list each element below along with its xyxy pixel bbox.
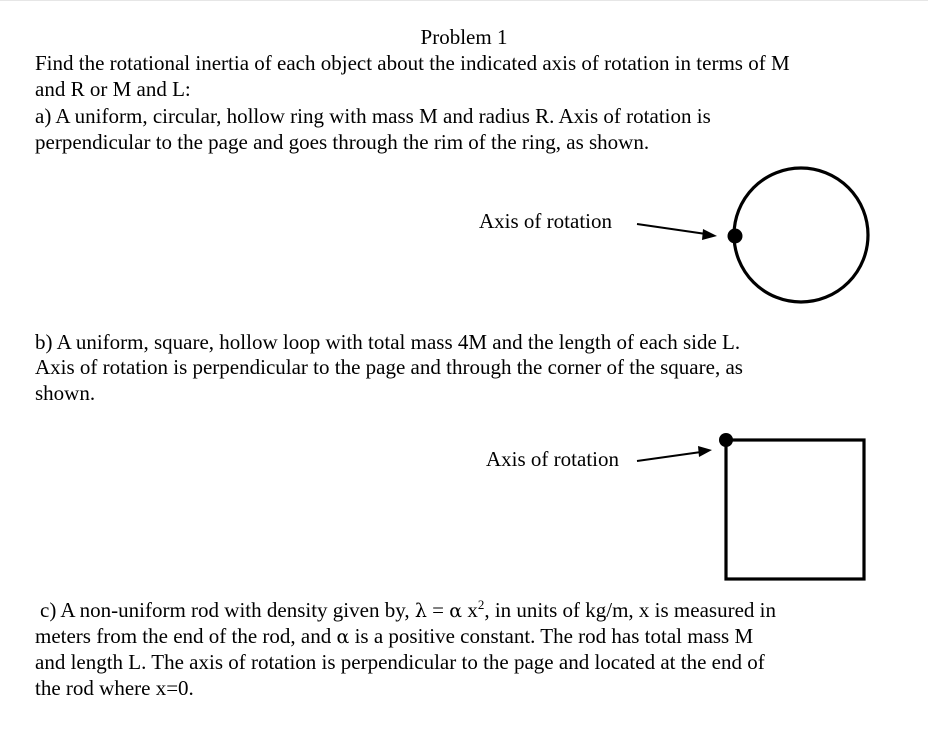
part-b-line-3: shown. [35, 381, 96, 405]
part-a-axis-point [728, 229, 743, 244]
part-b-axis-arrowhead [698, 446, 712, 457]
alpha-symbol: α [449, 600, 463, 622]
exponent: 2 [477, 597, 485, 612]
part-a-axis-arrow-line [637, 224, 706, 234]
part-c-line-1-suffix: , in units of kg/m, x is measured in [484, 598, 776, 622]
part-c-line-1-prefix: c) A non-uniform rod with density given by, [40, 598, 415, 622]
part-a-line-1: a) A uniform, circular, hollow ring with mass M and radius R. Axis of rotation is [35, 104, 711, 128]
part-a-axis-arrowhead [702, 229, 717, 240]
problem-title: Problem 1 [420, 25, 508, 49]
equals-sign: = [426, 598, 450, 622]
intro-line-1: Find the rotational inertia of each object about the indicated axis of rotation in terms of M [35, 51, 790, 75]
part-c-line-2 [35, 623, 753, 650]
part-c-line-2-suffix: is a positive constant. The rod has total mass M [349, 624, 754, 648]
lambda-symbol: λ [414, 600, 427, 622]
x-variable: x [462, 598, 478, 622]
part-b-axis-arrow-line [637, 452, 701, 461]
part-b-line-2: Axis of rotation is perpendicular to the page and through the corner of the square, as [35, 355, 743, 379]
part-a-ring [734, 168, 868, 302]
part-b-square-figure [635, 425, 875, 590]
part-c-line-2-prefix: meters from the end of the rod, and [35, 624, 337, 648]
part-c-line-3: and length L. The axis of rotation is perpendicular to the page and located at the end of [35, 650, 765, 674]
part-b-square-loop [726, 440, 864, 579]
part-b-axis-point [719, 433, 733, 447]
part-c-line-1 [40, 597, 776, 624]
part-a-axis-label: Axis of rotation [479, 209, 612, 233]
part-b-line-1: b) A uniform, square, hollow loop with total mass 4M and the length of each side L. [35, 330, 741, 354]
page-top-rule [0, 0, 928, 1]
part-b-axis-label: Axis of rotation [486, 447, 619, 471]
part-c-line-4: the rod where x=0. [35, 676, 194, 700]
intro-line-2: and R or M and L: [35, 77, 191, 101]
alpha-symbol-2: α [336, 626, 350, 648]
part-a-line-2: perpendicular to the page and goes through the rim of the ring, as shown. [35, 130, 650, 154]
part-a-ring-figure [630, 160, 880, 310]
